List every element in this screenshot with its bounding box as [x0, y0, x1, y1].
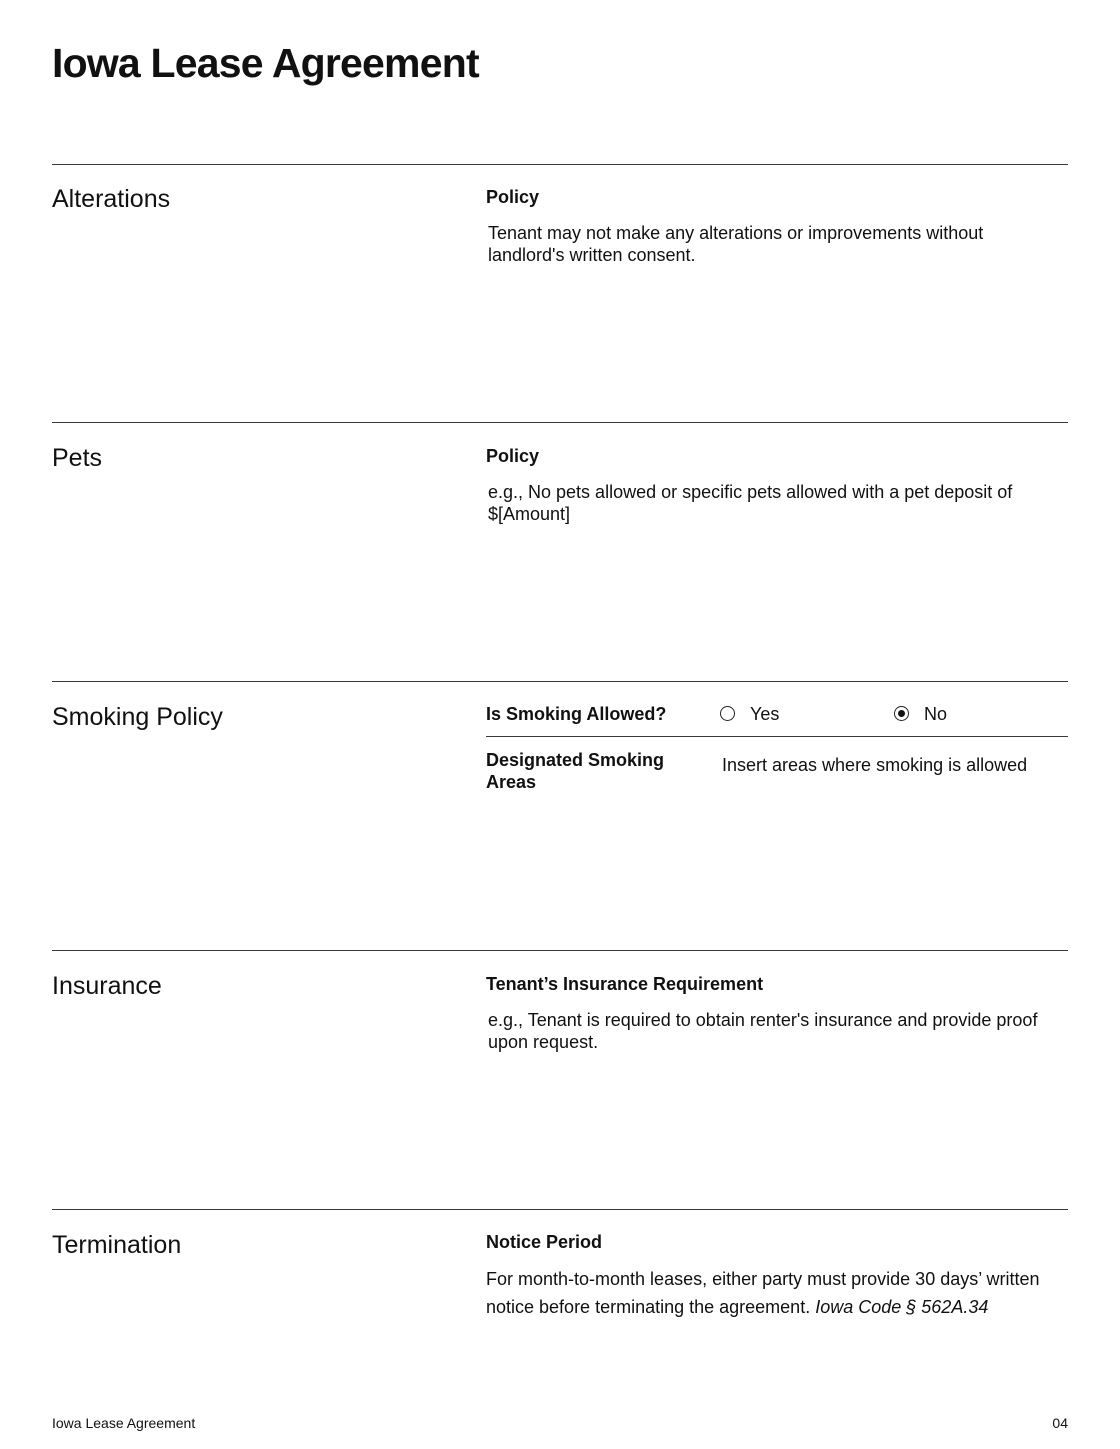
smoking-areas-text[interactable]: Insert areas where smoking is allowed	[722, 755, 1028, 775]
section-title-smoking: Smoking Policy	[52, 703, 223, 731]
termination-notice-label: Notice Period	[486, 1232, 603, 1252]
alterations-policy-text[interactable]: Tenant may not make any alterations or improvements without landlord's written consent.	[488, 223, 984, 265]
section-title-termination: Termination	[52, 1231, 182, 1259]
termination-citation: Iowa Code § 562A.34	[815, 1297, 989, 1317]
pets-policy-label: Policy	[486, 446, 540, 466]
insurance-requirement-text[interactable]: e.g., Tenant is required to obtain renter's insurance and provide proof upon request.	[488, 1010, 1038, 1052]
smoking-question-label: Is Smoking Allowed?	[486, 704, 667, 724]
section-title-alterations: Alterations	[52, 185, 171, 213]
section-divider	[52, 422, 1068, 423]
section-divider	[52, 950, 1068, 951]
smoking-row-divider	[486, 736, 1068, 737]
smoking-yes-label[interactable]: Yes	[750, 704, 780, 724]
section-divider	[52, 1209, 1068, 1210]
insurance-requirement-label: Tenant’s Insurance Requirement	[486, 974, 764, 994]
section-divider	[52, 681, 1068, 682]
smoking-no-radio[interactable]	[894, 706, 909, 721]
section-title-pets: Pets	[52, 444, 103, 472]
section-divider	[52, 164, 1068, 165]
page-title: Iowa Lease Agreement	[52, 40, 479, 86]
page-number: 04	[1052, 1415, 1068, 1431]
termination-notice-body: For month-to-month leases, either party must provide 30 days’ written notice before terminating the agreement.	[486, 1269, 1040, 1317]
section-title-insurance: Insurance	[52, 972, 162, 1000]
termination-notice-text	[486, 1265, 1071, 1321]
pets-policy-text[interactable]: e.g., No pets allowed or specific pets allowed with a pet deposit of $[Amount]	[488, 482, 1013, 524]
smoking-yes-radio[interactable]	[720, 706, 735, 721]
alterations-policy-label: Policy	[486, 187, 540, 207]
smoking-areas-label: Designated Smoking Areas	[486, 750, 665, 792]
footer-doc-name: Iowa Lease Agreement	[52, 1415, 196, 1431]
smoking-no-label[interactable]: No	[924, 704, 948, 724]
